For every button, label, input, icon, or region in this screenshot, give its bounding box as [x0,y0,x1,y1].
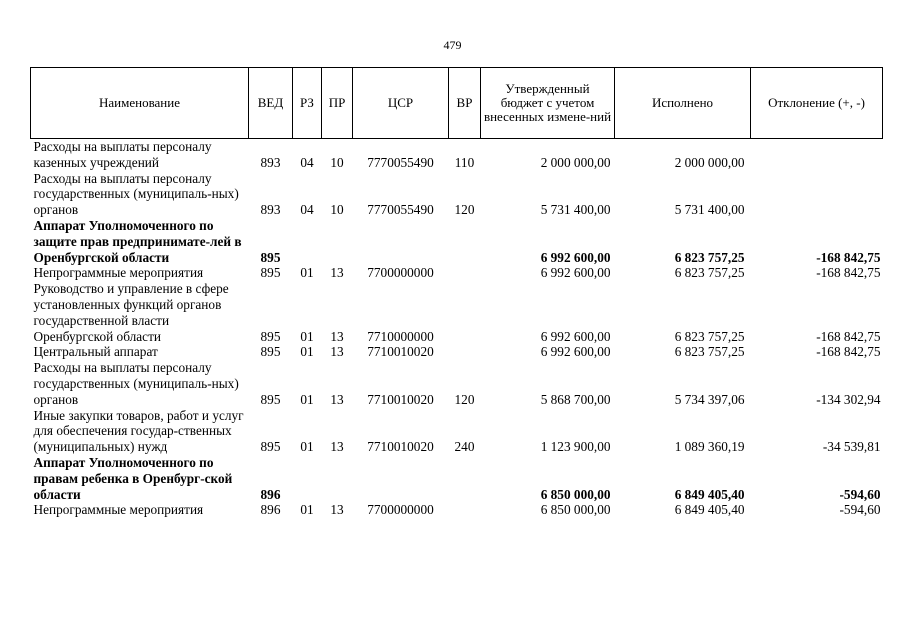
cell-deviation [751,171,883,218]
cell-rz: 01 [300,328,314,344]
cell-ved: 895 [260,439,281,455]
cell-rz: 01 [300,502,314,518]
cell-pr: 10 [330,202,344,218]
cell-budget: 1 123 900,00 [540,439,611,455]
header-rz: РЗ [293,68,322,139]
cell-budget: 6 850 000,00 [540,486,611,502]
cell-deviation: -134 302,94 [816,391,881,407]
cell-executed: 5 731 400,00 [674,202,745,218]
cell-executed: 6 823 757,25 [674,249,745,265]
cell-vr: 120 [454,391,475,407]
cell-ved: 896 [260,502,281,518]
cell-budget: 5 731 400,00 [540,202,611,218]
cell-csr [353,455,449,502]
header-name: Наименование [31,68,249,139]
cell-pr: 10 [330,154,344,170]
cell-budget: 2 000 000,00 [540,154,611,170]
budget-table [30,67,883,518]
cell-ved: 893 [260,154,281,170]
cell-pr: 13 [330,439,344,455]
cell-csr [353,218,449,265]
cell-csr: 7700000000 [367,502,434,518]
header-pr: ПР [322,68,353,139]
cell-ved: 895 [260,328,281,344]
cell-vr: 120 [454,202,475,218]
cell-rz: 01 [300,391,314,407]
cell-deviation: -168 842,75 [816,328,881,344]
table-row [31,139,883,171]
cell-deviation: -594,60 [839,486,881,502]
cell-csr: 7770055490 [367,202,434,218]
cell-name: Центральный аппарат [33,344,158,360]
cell-vr: 240 [454,439,475,455]
cell-rz: 01 [300,344,314,360]
cell-ved: 895 [260,265,281,281]
cell-vr [449,455,481,502]
header-deviation: Отклонение (+, -) [751,68,883,139]
cell-csr: 7710010020 [367,344,434,360]
table-row [31,218,883,265]
cell-vr [449,218,481,265]
cell-budget: 6 992 600,00 [540,249,611,265]
cell-pr: 13 [330,391,344,407]
cell-csr: 7710010020 [367,391,434,407]
cell-pr [322,455,353,502]
cell-executed: 5 734 397,06 [674,391,745,407]
header-executed: Исполнено [615,68,751,139]
cell-rz: 04 [300,202,314,218]
cell-csr: 7710000000 [367,328,434,344]
cell-csr: 7770055490 [367,154,434,170]
cell-name: Руководство и управление в сфере установленных функций органов государственной власти Оренбургской области [33,281,229,344]
cell-deviation: -34 539,81 [822,439,881,455]
cell-vr [449,502,481,518]
cell-vr [449,281,481,344]
table-row [31,171,883,218]
cell-vr: 110 [454,154,475,170]
cell-vr [449,265,481,281]
table-row [31,408,883,455]
cell-ved: 896 [260,486,281,502]
cell-name: Расходы на выплаты персоналу государственных (муниципаль-ных) органов [33,360,239,407]
cell-pr [322,218,353,265]
table-row [31,281,883,344]
cell-executed: 2 000 000,00 [674,154,745,170]
cell-ved: 895 [260,249,281,265]
page-number: 479 [443,38,462,52]
header-csr: ЦСР [353,68,449,139]
cell-pr: 13 [330,502,344,518]
cell-name: Аппарат Уполномоченного по защите прав предпринимате-лей в Оренбургской области [33,217,242,265]
cell-executed: 6 849 405,40 [674,486,745,502]
table-header-row [31,68,883,139]
cell-ved: 893 [260,202,281,218]
header-budget: Утвержденный бюджет с учетом внесенных измене-ний [481,68,615,139]
table-row [31,265,883,281]
cell-name: Непрограммные мероприятия [33,265,204,281]
cell-deviation: -168 842,75 [816,265,881,281]
cell-rz: 04 [300,154,314,170]
cell-ved: 895 [260,344,281,360]
cell-budget: 5 868 700,00 [540,391,611,407]
cell-name: Расходы на выплаты персоналу государственных (муниципаль-ных) органов [33,170,239,218]
table-body [31,139,883,519]
cell-pr: 13 [330,344,344,360]
table-row [31,455,883,502]
cell-deviation: -594,60 [839,502,881,518]
header-vr: ВР [449,68,481,139]
cell-rz [293,455,322,502]
table-row [31,344,883,360]
cell-budget: 6 992 600,00 [540,265,611,281]
table-row [31,502,883,518]
cell-deviation: -168 842,75 [816,249,881,265]
cell-name: Иные закупки товаров, работ и услуг для обеспечения государ-ственных (муниципальных) нужд [33,407,244,455]
cell-executed: 6 849 405,40 [674,502,745,518]
cell-rz: 01 [300,439,314,455]
header-ved: ВЕД [249,68,293,139]
cell-rz: 01 [300,265,314,281]
cell-budget: 6 992 600,00 [540,328,611,344]
cell-executed: 6 823 757,25 [674,265,745,281]
cell-executed: 6 823 757,25 [674,328,745,344]
cell-executed: 6 823 757,25 [674,344,745,360]
cell-ved: 895 [260,391,281,407]
cell-name: Аппарат Уполномоченного по правам ребенка в Оренбург-ской области [33,454,233,502]
cell-csr: 7710010020 [367,439,434,455]
cell-deviation [751,139,883,171]
table-row [31,360,883,407]
cell-budget: 6 850 000,00 [540,502,611,518]
cell-executed: 1 089 360,19 [674,439,745,455]
cell-vr [449,344,481,360]
cell-name: Расходы на выплаты персоналу казенных учреждений [33,139,212,170]
cell-rz [293,218,322,265]
cell-pr: 13 [330,328,344,344]
cell-pr: 13 [330,265,344,281]
cell-budget: 6 992 600,00 [540,344,611,360]
cell-csr: 7700000000 [367,265,434,281]
cell-name: Непрограммные мероприятия [33,502,204,518]
cell-deviation: -168 842,75 [816,344,881,360]
